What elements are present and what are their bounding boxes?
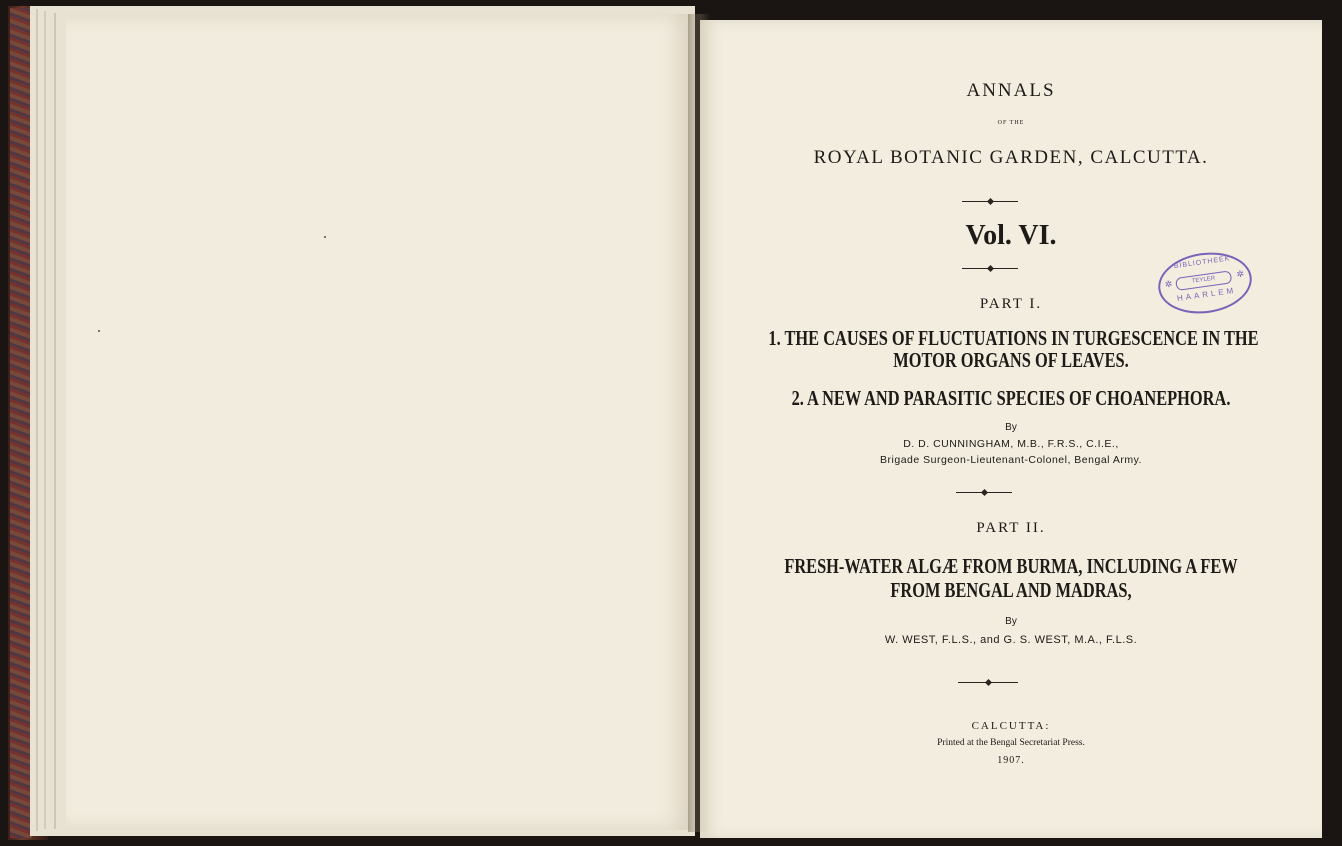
marbled-endpaper [10, 8, 32, 838]
part-one-heading: PART I. [979, 296, 1043, 312]
article-three-title-cont: FROM BENGAL AND MADRAS, [890, 578, 1132, 602]
by-label: By [1005, 422, 1017, 433]
annals-heading: ANNALS [966, 80, 1056, 101]
article-one-title-cont: MOTOR ORGANS OF LEAVES. [893, 348, 1129, 372]
ornament-rule [958, 682, 1018, 683]
page-edge [44, 11, 46, 829]
stamp-bottom-text: HAARLEM [1176, 285, 1237, 303]
stamp-middle-text: TEYLER [1175, 270, 1232, 291]
article-three-title: FRESH-WATER ALGÆ FROM BURMA, INCLUDING A FEW [784, 554, 1238, 578]
volume-number: Vol. VI. [965, 220, 1057, 251]
article-one-title: 1. THE CAUSES OF FLUCTUATIONS IN TURGESCENCE IN THE [768, 326, 1259, 350]
author-rank: Brigade Surgeon-Lieutenant-Colonel, Bengal Army. [880, 454, 1142, 466]
by-label: By [1005, 616, 1017, 627]
of-the-label: OF THE [997, 120, 1025, 126]
stamp-top-text: BIBLIOTHEEK [1173, 255, 1231, 271]
ornament-rule [962, 201, 1018, 202]
page-edge [54, 13, 56, 829]
book-gutter [688, 14, 710, 832]
page-edge [36, 9, 38, 831]
left-blank-page [66, 14, 690, 830]
star-icon: ✲ [1164, 278, 1174, 290]
ornament-rule [962, 268, 1018, 269]
imprint-year: 1907. [997, 755, 1025, 766]
garden-heading: ROYAL BOTANIC GARDEN, CALCUTTA. [813, 147, 1209, 168]
star-icon: ✲ [1235, 268, 1245, 280]
part-two-heading: PART II. [976, 520, 1046, 536]
article-two-title: 2. A NEW AND PARASITIC SPECIES OF CHOANEPHORA. [791, 386, 1231, 410]
paper-speck [324, 236, 326, 238]
imprint-printer: Printed at the Bengal Secretariat Press. [937, 738, 1085, 748]
imprint-city: CALCUTTA: [971, 720, 1051, 732]
ornament-rule [956, 492, 1012, 493]
paper-speck [98, 330, 100, 332]
title-page [700, 20, 1322, 838]
author-name: D. D. CUNNINGHAM, M.B., F.R.S., C.I.E., [903, 438, 1119, 450]
authors-names: W. WEST, F.L.S., and G. S. WEST, M.A., F.L.S. [884, 634, 1138, 646]
